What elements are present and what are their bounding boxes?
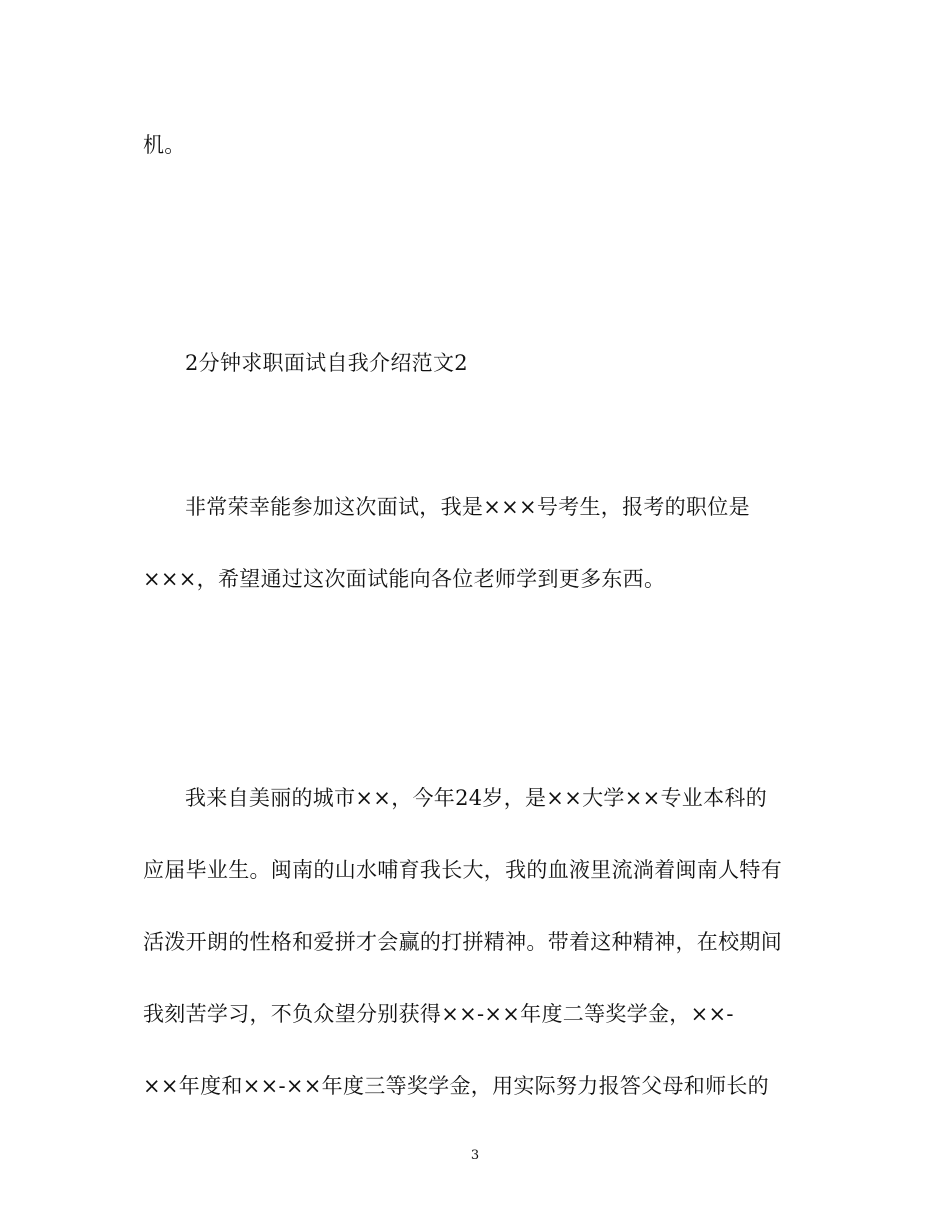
paragraph-line: 机。 <box>143 133 186 157</box>
paragraph-line: 非常荣幸能参加这次面试，我是×××号考生，报考的职位是 <box>185 495 750 519</box>
section-heading: 2分钟求职面试自我介绍范文2 <box>185 351 468 375</box>
paragraph-line: 应届毕业生。闽南的山水哺育我长大，我的血液里流淌着闽南人特有 <box>143 858 782 882</box>
paragraph-line: ×××，希望通过这次面试能向各位老师学到更多东西。 <box>143 567 666 591</box>
paragraph-line: ××年度和××-××年度三等奖学金，用实际努力报答父母和师长的 <box>143 1074 769 1098</box>
paragraph-line: 活泼开朗的性格和爱拼才会赢的打拼精神。带着这种精神，在校期间 <box>143 930 782 954</box>
paragraph-line: 我来自美丽的城市××，今年24岁，是××大学××专业本科的 <box>185 786 767 810</box>
page-number: 3 <box>470 1148 480 1163</box>
paragraph-line: 我刻苦学习，不负众望分别获得××-××年度二等奖学金，××- <box>143 1002 734 1026</box>
